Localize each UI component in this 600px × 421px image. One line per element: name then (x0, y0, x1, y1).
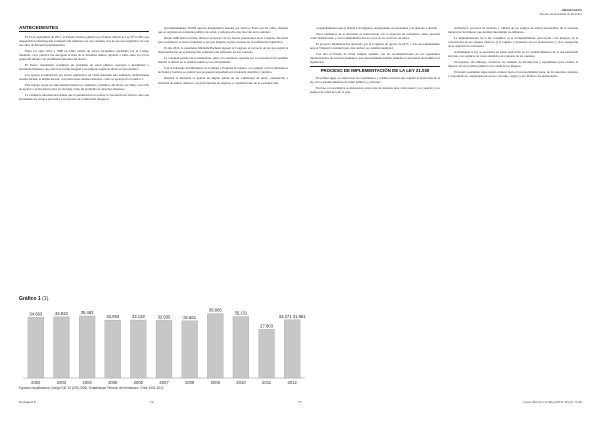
chart-svg (19, 296, 309, 388)
paragraph: Los egresos hospitalarios por aborto registrados en Chile muestran una tendencia relativamente estable durante la última década, con variaciones anuales menores, como se aprecia en el Gráfico 1. (19, 73, 149, 82)
data-label-2008: 32.661 (183, 314, 197, 320)
paragraph: En base a la normativa se elaboraron protocolos de atención para cada causal, y se capacitó a los equipos de salud de todo el país. (310, 86, 440, 95)
paragraph: acompañamiento que se brinda a las mujeres, resguardando su autonomía y su derecho a decidir. (316, 26, 438, 30)
section-heading-antecedentes: ANTECEDENTES (19, 26, 149, 32)
bar-2011 (259, 329, 275, 378)
x-tick-label-2009: 2009 (210, 380, 220, 385)
bar-2005 (105, 320, 121, 378)
right-page-column-2 (448, 26, 578, 81)
x-tick-label-2006: 2006 (133, 380, 144, 385)
paragraph: El desafío pendiente sigue siendo avanzar hacia el reconocimiento pleno de los derechos sexuales y reproductivos, asegurando un acceso oportuno, seguro y de calidad a las prestaciones. (448, 70, 578, 79)
data-label-2006: 33.133 (131, 314, 145, 320)
header-subtitle: Aborto: un problema de derechos (539, 12, 582, 16)
data-label-2004: 35.463 (80, 309, 94, 315)
paragraph: Actualmente la ley se encuentra en plena aplicación en los establecimientos de la red asistencial del país, con registros de casos atendidos en cada una de las causales. (448, 50, 578, 59)
paragraph: El aborto clandestino constituye un problema de salud pública, asociado a morbilidad y mortalidad materna, que afecta de forma desigual a las mujeres según su nivel socioeconómico. (19, 62, 149, 72)
left-page-column-1 (19, 26, 149, 103)
paragraph: En primer lugar, se elaboraron los reglamentos y normas técnicas que regulan la aplicación de la ley en los establecimientos de salud públicos y privados. (310, 76, 440, 85)
bar-2008 (182, 321, 198, 378)
paragraph: Durante la discusión se generó un amplio debate en las comisiones de salud, constitución y hacienda de ambas cámaras, con participación de expertos y organizaciones de la sociedad civil. (158, 76, 288, 85)
paragraph: La implementación de la ley considera: a) el acompañamiento psicosocial a las mujeres; b) la capacitación de los equipos clínicos; c) el registro y monitoreo de las prestaciones; y d) la regulación de la objeción de conciencia. (448, 36, 578, 49)
x-tick-label-2005: 2005 (108, 380, 118, 385)
paragraph: Este trabajo revisa los antecedentes históricos, sanitarios y jurídicos del aborto en Chile, con el fin de aportar a la discusión sobre su abordaje como un problema de derechos humanos. (19, 83, 149, 92)
paragraph: Entre los años 1931 y 1989 en Chile existió un aborto terapéutico permitido por el Código Sanitario, cuya práctica fue derogada al final de la dictadura militar, dejando a Chile entre los pocos países del mundo con prohibición absoluta del aborto. (19, 48, 149, 61)
data-label-2002: 34.663 (29, 311, 43, 317)
bar-2009 (207, 314, 223, 378)
data-label-2007: 32.935 (157, 314, 171, 320)
page-number-left: 74 (150, 400, 154, 404)
bar-2006 (130, 320, 146, 378)
paragraph: El año 2014, la presidenta Michelle Bachelet ingresó al Congreso el proyecto de ley que regula la despenalización de la interrupción voluntaria del embarazo en tres causales. (158, 46, 288, 55)
paragraph: La voluntad política de la mandataria, junto a la evidencia aportada por la sociedad civil, permitió instalar el debate en la opinión pública y en el Parlamento. (158, 56, 288, 65)
bar-2002 (28, 317, 44, 378)
paragraph: aproximadamente 30.000 egresos hospitalarios anuales por abortos. Estas son las cifras oficiales que se registran en el sistema público de salud, y reflejan sólo una fracción de la realidad. (158, 26, 288, 35)
paragraph: Otros elementos de la discusión se relacionaron con la objeción de conciencia, tanto personal como institucional, y con la implementación de la ley en los servicios de salud. (310, 32, 440, 41)
data-label-2003: 34.923 (55, 310, 68, 316)
data-label-2011: 27.803 (260, 323, 273, 329)
paragraph: Desde 1990 hasta la fecha, diversos proyectos de ley fueron presentados en el Congreso Nacional para restablecer el aborto terapéutico, sin que ninguno lograra avanzar en su tramitación legislativa. (158, 36, 288, 45)
x-tick-label-2011: 2011 (262, 380, 272, 385)
header-title: ORIGINALES (561, 8, 582, 12)
data-label-2005: 33.093 (106, 314, 120, 320)
bar-2010 (233, 317, 249, 378)
bar-chart (19, 296, 309, 388)
page-number-right: 75 (298, 400, 302, 404)
right-page-column-1 (310, 26, 440, 96)
x-tick-label-2004: 2004 (82, 380, 92, 385)
footer-author: Rodríguez P. (19, 400, 37, 404)
paragraph: Con el liderazgo del Ministerio de la Mujer y Equidad de Género, en conjunto con los ministerios de Salud y Justicia, se elaboró una propuesta respaldada por evidencia científica y jurídica. (158, 66, 288, 75)
x-tick-label-2007: 2007 (159, 380, 169, 385)
x-tick-label-2010: 2010 (236, 380, 246, 385)
left-page-column-2 (158, 26, 288, 87)
chart-title-text: Gráfico 1 (19, 296, 41, 302)
section-heading-implementacion: PROCESO DE IMPLEMENTACIÓN DE LA LEY 21.030 (310, 66, 440, 73)
x-tick-label-2002: 2002 (31, 380, 41, 385)
x-tick-label-2008: 2008 (184, 380, 195, 385)
running-header (539, 8, 582, 16)
bar-2004 (79, 316, 95, 378)
paragraph: La evidencia internacional señala que la penalización no reduce la frecuencia de abortos, sino que incrementa los riesgos asociados a su práctica en condiciones inseguras. (19, 93, 149, 102)
chart-subtitle: (1). (42, 296, 50, 302)
data-label-2009: 36.805 (208, 307, 222, 313)
data-label-2012: 33.271 31.961 (278, 313, 306, 319)
bar-2003 (54, 317, 70, 378)
data-label-2010: 35.131 (234, 310, 248, 316)
paragraph: Se requiere, sin embargo, fortalecer los sistemas de información y seguimiento para evaluar el impacto de esta política pública en la salud de las mujeres. (448, 60, 578, 69)
bar-2012 (284, 320, 300, 378)
paragraph: Con ello el Estado de Chile cumple, además, con las recomendaciones de los organismos internacionales de derechos humanos, que reiteradamente habían señalado la necesidad de modificar la legislación. (310, 52, 440, 65)
x-tick-label-2012: 2012 (287, 380, 297, 385)
paragraph: normativos, procesos de atención y calidad de los equipos de salud responsables de la atención integral de las mujeres que deciden interrumpir su embarazo. (448, 26, 578, 35)
paragraph: El proyecto finalmente fue aprobado por el Congreso en agosto de 2017, y tras un requerimiento ante el Tribunal Constitucional, éste declaró su constitucionalidad. (310, 42, 440, 51)
footer-journal: Cuad. Méd Soc (Chile) 2018, 58 (2): 73-82 (523, 400, 582, 404)
bar-2007 (156, 320, 172, 378)
chart-source-note: Egresos hospitalarios Código CIE 10 (O00-O08). Estadísticas Termino del embarazo. Chile 2001-2012 (19, 386, 164, 390)
paragraph: El 23 de septiembre de 2017, el Estado Chileno publicó en el Diario Oficial la Ley N°21.030, que despenaliza la interrupción voluntaria del embarazo en tres causales, tras un proceso legislativo de casi tres años de discusión parlamentaria. (19, 34, 149, 47)
x-tick-label-2003: 2003 (56, 380, 67, 385)
